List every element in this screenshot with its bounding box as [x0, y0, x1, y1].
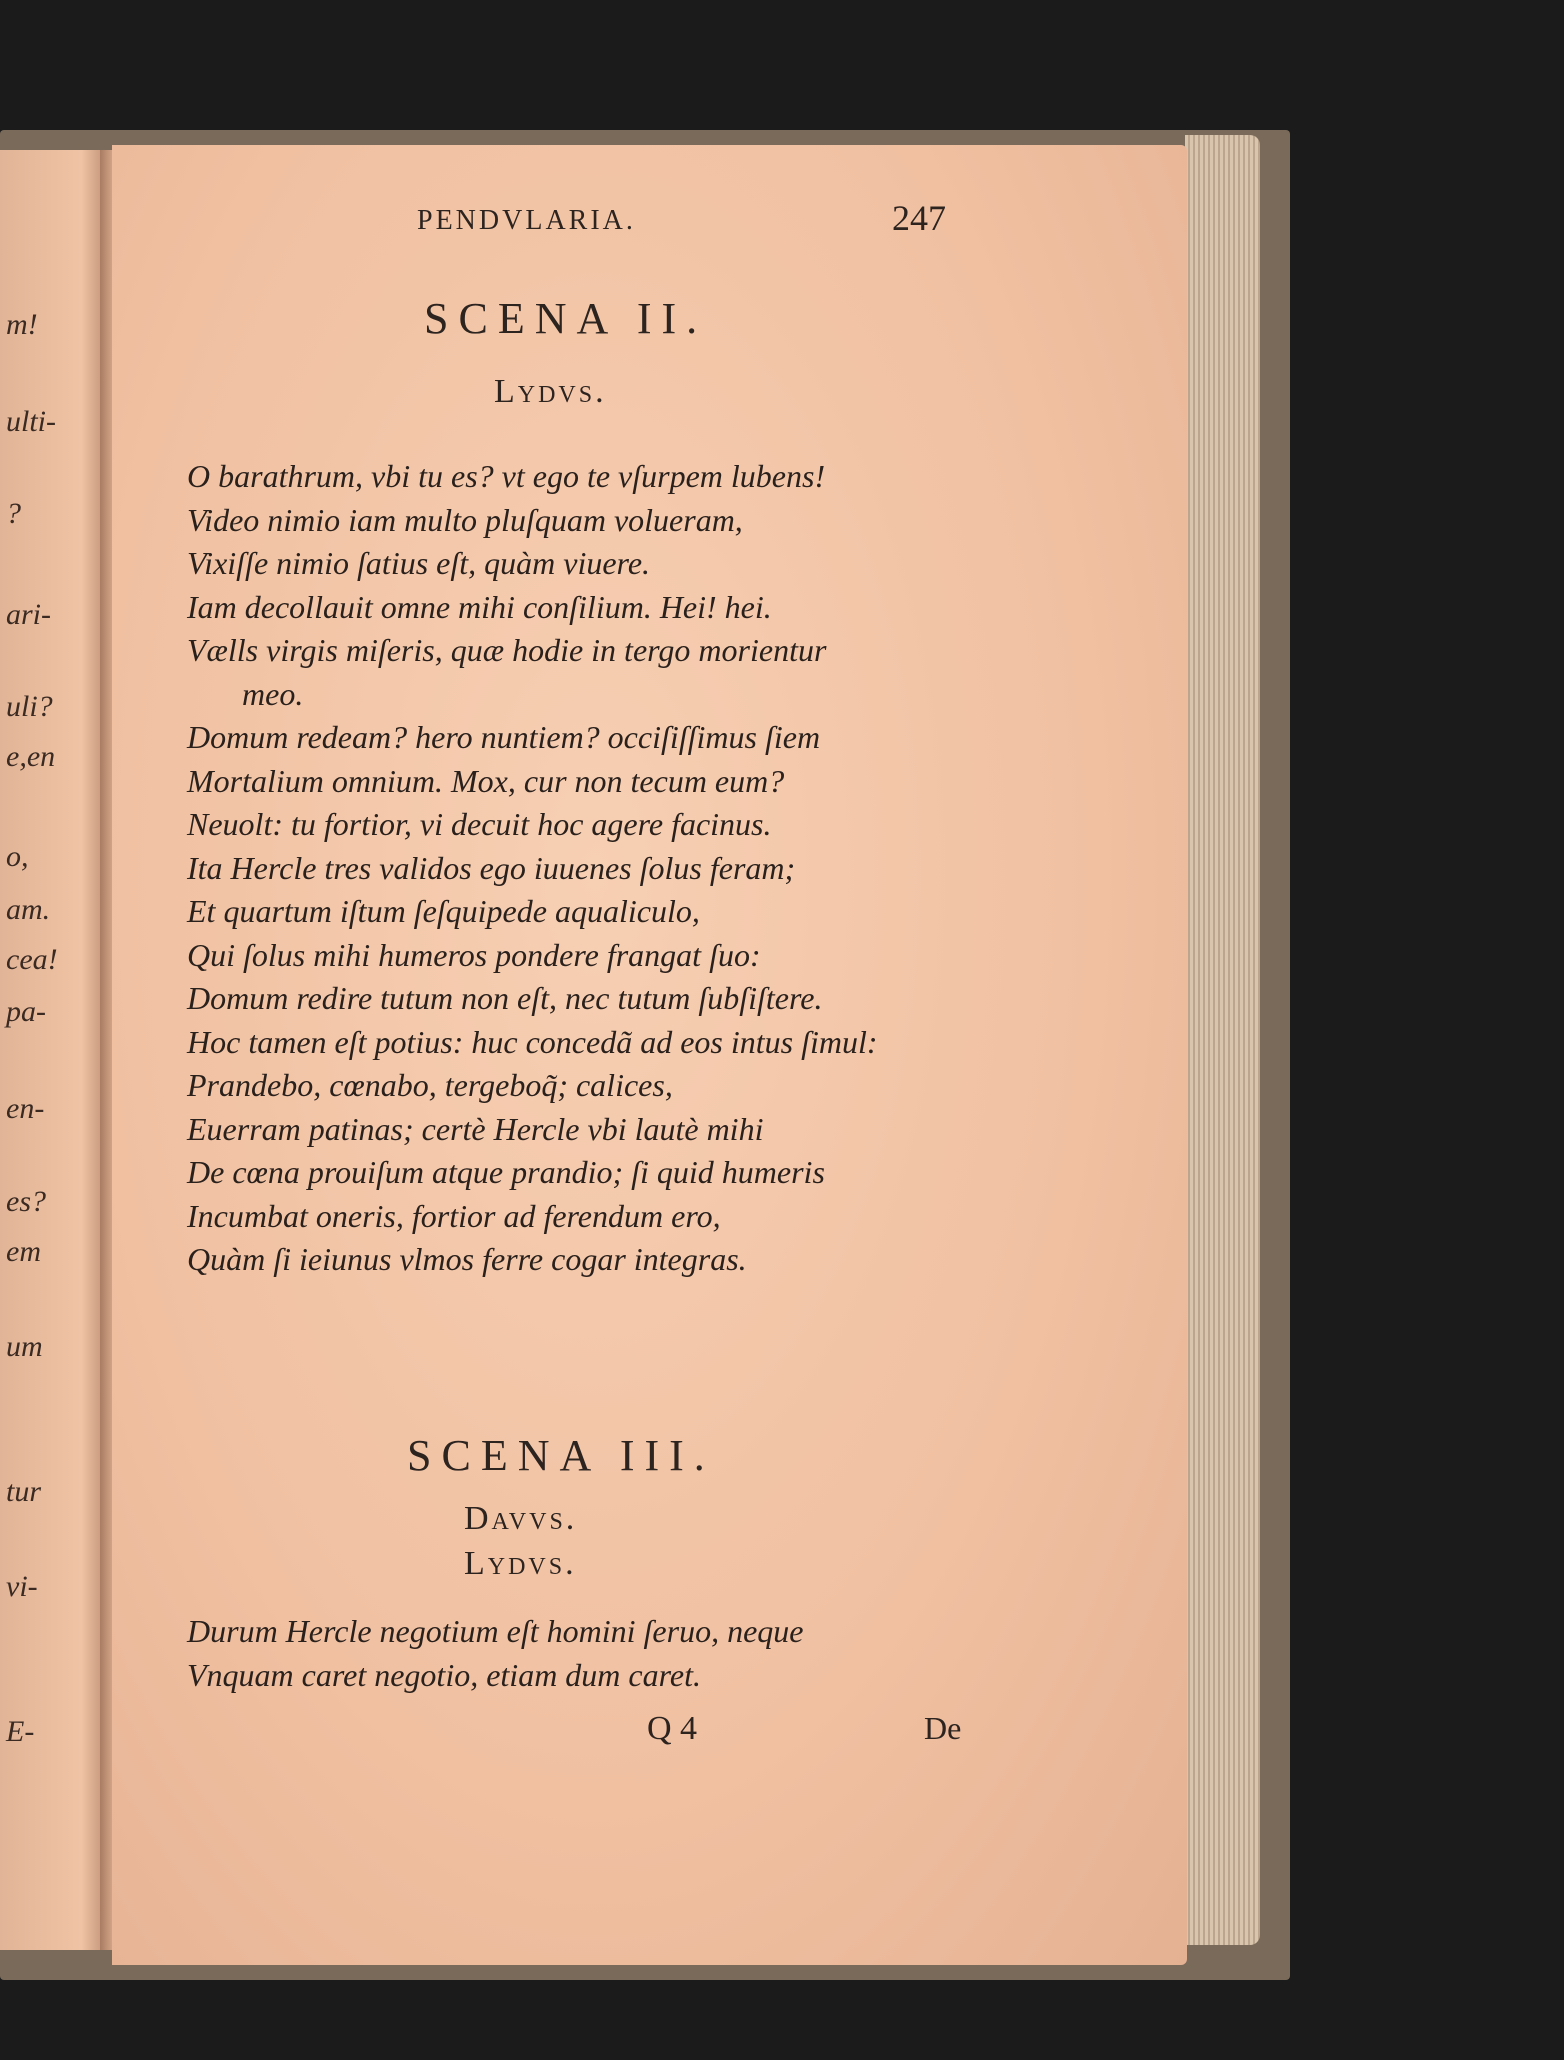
left-page-fragment: um [6, 1330, 43, 1363]
left-page-fragment: o, [6, 840, 29, 873]
verse-line: Iam decollauit omne mihi conſilium. Hei! hei. [187, 588, 772, 625]
left-page-fragment: pa- [6, 995, 46, 1028]
verse-line: Prandebo, cœnabo, tergeboq̃; calices, [187, 1067, 673, 1103]
scene-3-title: SCENA III. [407, 1431, 715, 1480]
scene-2-verses [187, 455, 1167, 1282]
verse-line: Vnquam caret negotio, etiam dum caret. [187, 1656, 701, 1693]
verse-line: Video nimio iam multo pluſquam volueram, [187, 501, 743, 538]
verse-line: Durum Hercle negotium eſt homini ſeruo, neque [187, 1613, 804, 1649]
left-page-fragment: m! [6, 308, 38, 341]
left-page-fragment: ari- [6, 598, 51, 631]
left-page-fragment: uli? [6, 690, 53, 723]
verse-line: Euerram patinas; certè Hercle vbi lautè mihi [187, 1110, 764, 1147]
verse-line: Quàm ſi ieiunus vlmos ferre cogar integras. [187, 1241, 747, 1277]
verse-line: Ita Hercle tres validos ego iuuenes ſolus feram; [187, 849, 796, 886]
left-page-fragment: en- [6, 1092, 45, 1125]
left-page-fragment: am. [6, 893, 51, 926]
scene-3-speaker: Lydvs. [464, 1545, 577, 1582]
verse-line: De cœna prouiſum atque prandio; ſi quid humeris [187, 1154, 825, 1190]
left-page-fragment: cea! [6, 943, 58, 976]
verse-line: meo. [242, 675, 304, 712]
signature-mark: Q 4 [647, 1710, 698, 1747]
verse-line: Mortalium omnium. Mox, cur non tecum eum? [187, 762, 785, 799]
verse-line: Incumbat oneris, fortior ad ferendum ero, [187, 1197, 721, 1234]
left-page-fragment: es? [6, 1185, 46, 1218]
left-page [0, 150, 102, 1950]
verse-line: Hoc tamen eſt potius: huc concedã ad eos intus ſimul: [187, 1023, 878, 1060]
left-page-fragment: E- [6, 1715, 35, 1748]
verse-line: Domum redeam? hero nuntiem? occiſiſſimus ſiem [187, 719, 821, 755]
running-head: PENDVLARIA. [417, 205, 636, 236]
verse-line: Qui ſolus mihi humeros pondere frangat ſuo: [187, 936, 761, 973]
verse-line: Vixiſſe nimio ſatius eſt, quàm viuere. [187, 545, 651, 581]
verse-line: Neuolt: tu fortior, vi decuit hoc agere facinus. [187, 806, 772, 842]
catchword: De [924, 1710, 962, 1746]
left-page-fragment: tur [6, 1475, 42, 1508]
page-number: 247 [892, 198, 946, 238]
left-page-fragment: em [6, 1235, 41, 1268]
scene-3-verses [187, 1610, 1167, 1697]
verse-line: O barathrum, vbi tu es? vt ego te vſurpem lubens! [187, 458, 826, 494]
scene-2-speaker: Lydvs. [494, 373, 607, 410]
scene-3-speaker: Davvs. [464, 1500, 578, 1537]
left-page-fragment: vi- [6, 1570, 38, 1603]
verse-line: Domum redire tutum non eſt, nec tutum ſubſiſtere. [187, 980, 823, 1016]
verse-line: Et quartum iſtum ſeſquipede aqualiculo, [187, 893, 700, 929]
left-page-fragment: e,en [6, 740, 56, 773]
page-edges [1185, 135, 1260, 1945]
verse-line: Vælls virgis miſeris, quæ hodie in tergo morientur [187, 632, 827, 668]
left-page-fragment: ulti- [6, 405, 56, 438]
left-page-fragment: ? [6, 497, 21, 530]
right-page [112, 145, 1187, 1965]
scene-2-title: SCENA II. [424, 294, 708, 343]
